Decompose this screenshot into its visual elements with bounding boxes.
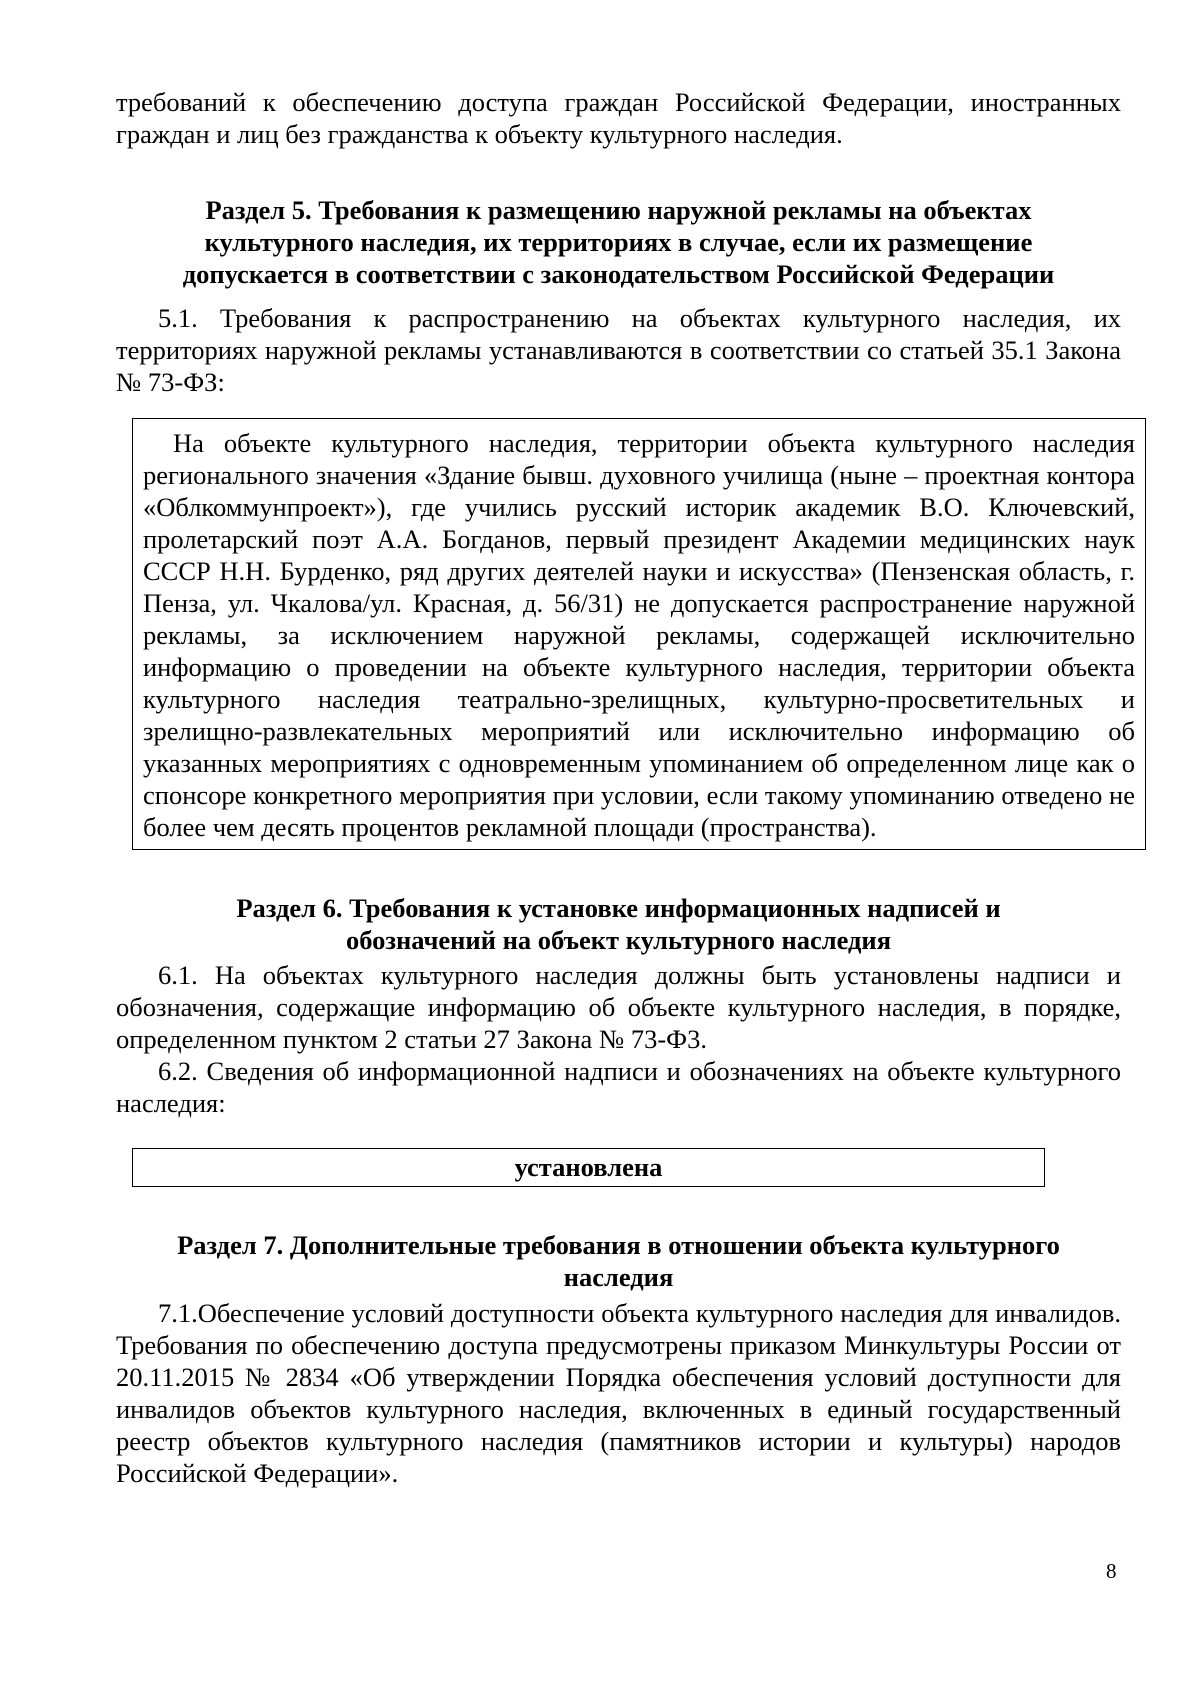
- paragraph-5-1: 5.1. Требования к распространению на объектах культурного наследия, их территориях наружной рекламы устанавливаются в соответствии со статьей 35.1 Закона № 73-ФЗ:: [116, 303, 1121, 397]
- advertising-restriction-box: [132, 418, 1146, 850]
- intro-paragraph: требований к обеспечению доступа граждан Российской Федерации, иностранных граждан и лиц без гражданства к объекту культурного наследия.: [116, 87, 1121, 149]
- section-7-heading-line-2: наследия: [563, 1262, 674, 1292]
- section-6-heading: [116, 892, 1121, 956]
- section-6-heading-line-1: Раздел 6. Требования к установке информационных надписей и: [236, 893, 1001, 923]
- section-5-heading: Раздел 5. Требования к размещению наружной рекламы на объектах культурного наследия, их территориях в случае, если их размещение допускается в соответствии с законодательством Российской Федерации: [182, 195, 1055, 289]
- inscription-status-box: [132, 1148, 1045, 1187]
- inscription-status-value: установлена: [514, 1152, 663, 1182]
- page-number: 8: [1106, 1559, 1117, 1583]
- section-6-heading-line-2: обозначений на объект культурного наследия: [345, 925, 892, 955]
- paragraph-7-1: 7.1.Обеспечение условий доступности объекта культурного наследия для инвалидов. Требования по обеспечению доступа предусмотрены приказом Минкультуры России от 20.11.2015 № 2834 «Об утверждении Порядка обеспечения условий доступности для инвалидов объектов культурного наследия, включенных в единый государственный реестр объектов культурного наследия (памятников истории и культуры) народов Российской Федерации».: [116, 1298, 1121, 1488]
- section-7-heading-line-1: Раздел 7. Дополнительные требования в отношении объекта культурного: [177, 1230, 1060, 1260]
- advertising-restriction-text: На объекте культурного наследия, территории объекта культурного наследия регионального значения «Здание бывш. духовного училища (ныне – проектная контора «Облкоммунпроект»), где учились русский историк академик В.О. Ключевский, пролетарский поэт А.А. Богданов, первый президент Академии медицинских наук СССР Н.Н. Бурденко, ряд других деятелей науки и искусства» (Пензенская область, г. Пенза, ул. Чкалова/ул. Красная, д. 56/31) не допускается распространение наружной рекламы, за исключением наружной рекламы, содержащей исключительно информацию о проведении на объекте культурного наследия, территории объекта культурного наследия театрально-зрелищных, культурно-просветительных и зрелищно-развлекательных мероприятий или исключительно информацию об указанных мероприятиях с одновременным упоминанием об определенном лице как о спонсоре конкретного мероприятия при условии, если такому упоминанию отведено не более чем десять процентов рекламной площади (пространства).: [143, 428, 1135, 842]
- paragraph-6-2: 6.2. Сведения об информационной надписи и обозначениях на объекте культурного наследия:: [116, 1056, 1121, 1118]
- section-7-heading: [116, 1229, 1121, 1293]
- document-page: [116, 86, 1135, 1489]
- paragraph-6-1: 6.1. На объектах культурного наследия должны быть установлены надписи и обозначения, содержащие информацию об объекте культурного наследия, в порядке, определенном пунктом 2 статьи 27 Закона № 73-Ф3.: [116, 960, 1121, 1054]
